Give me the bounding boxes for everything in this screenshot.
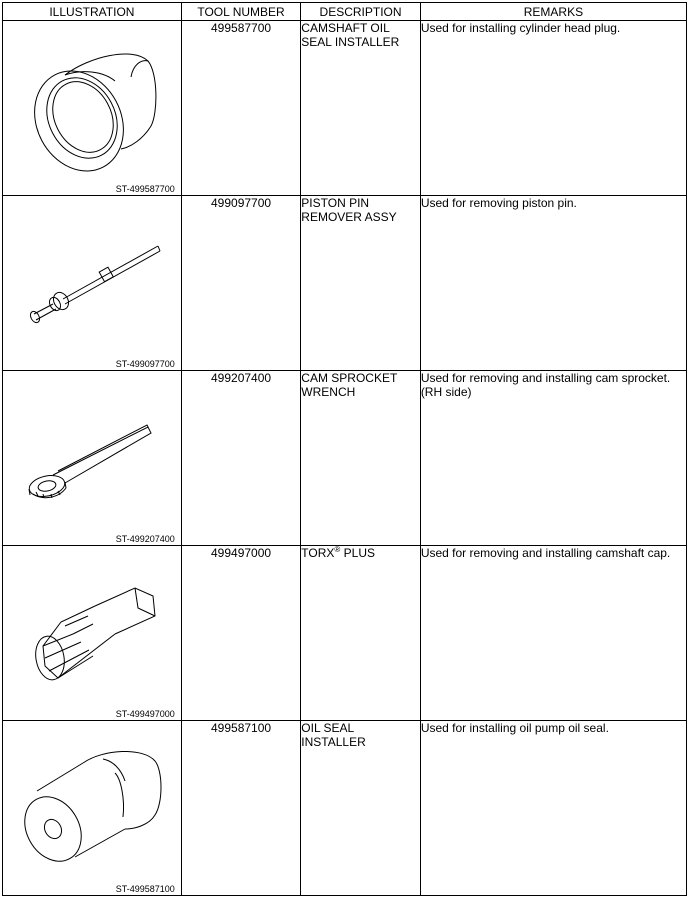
description-text: TORX	[301, 546, 335, 560]
description-cell: OIL SEAL INSTALLER	[301, 721, 421, 896]
illustration-cell	[3, 196, 182, 371]
table-row	[3, 546, 687, 721]
description-cell: PISTON PIN REMOVER ASSY	[301, 196, 421, 371]
seal-installer-icon	[3, 21, 181, 195]
remarks-cell: Used for removing and installing cam sprocket. (RH side)	[420, 371, 686, 546]
description-cell	[301, 546, 421, 721]
illustration-ref: ST-499587700	[115, 184, 175, 194]
registered-mark: ®	[334, 545, 341, 554]
illustration-ref: ST-499207400	[115, 534, 175, 544]
tool-number-cell: 499587100	[181, 721, 301, 896]
sprocket-wrench-icon	[3, 371, 181, 545]
table-row	[3, 21, 687, 196]
remarks-cell: Used for installing oil pump oil seal.	[420, 721, 686, 896]
illustration-ref: ST-499097700	[115, 359, 175, 369]
illustration-cell	[3, 721, 182, 896]
remarks-cell: Used for removing piston pin.	[420, 196, 686, 371]
table-row	[3, 371, 687, 546]
illustration-cell	[3, 371, 182, 546]
header-illustration: ILLUSTRATION	[3, 3, 182, 21]
header-row	[3, 3, 687, 21]
special-tools-table	[2, 2, 687, 896]
tool-number-cell: 499097700	[181, 196, 301, 371]
table-row	[3, 196, 687, 371]
table-row	[3, 721, 687, 896]
torx-bit-icon	[3, 546, 181, 720]
piston-pin-remover-icon	[3, 196, 181, 370]
tool-number-cell: 499497000	[181, 546, 301, 721]
header-tool-number: TOOL NUMBER	[181, 3, 301, 21]
remarks-cell: Used for installing cylinder head plug.	[420, 21, 686, 196]
oil-seal-installer-icon	[3, 721, 181, 895]
tool-number-cell: 499587700	[181, 21, 301, 196]
illustration-cell	[3, 21, 182, 196]
illustration-cell	[3, 546, 182, 721]
remarks-cell: Used for removing and installing camshaft cap.	[420, 546, 686, 721]
description-cell: CAMSHAFT OIL SEAL INSTALLER	[301, 21, 421, 196]
illustration-ref: ST-499587100	[115, 884, 175, 894]
illustration-ref: ST-499497000	[115, 709, 175, 719]
description-cell: CAM SPROCKET WRENCH	[301, 371, 421, 546]
tool-number-cell: 499207400	[181, 371, 301, 546]
description-suffix: PLUS	[340, 546, 376, 560]
header-description: DESCRIPTION	[301, 3, 421, 21]
header-remarks: REMARKS	[420, 3, 686, 21]
